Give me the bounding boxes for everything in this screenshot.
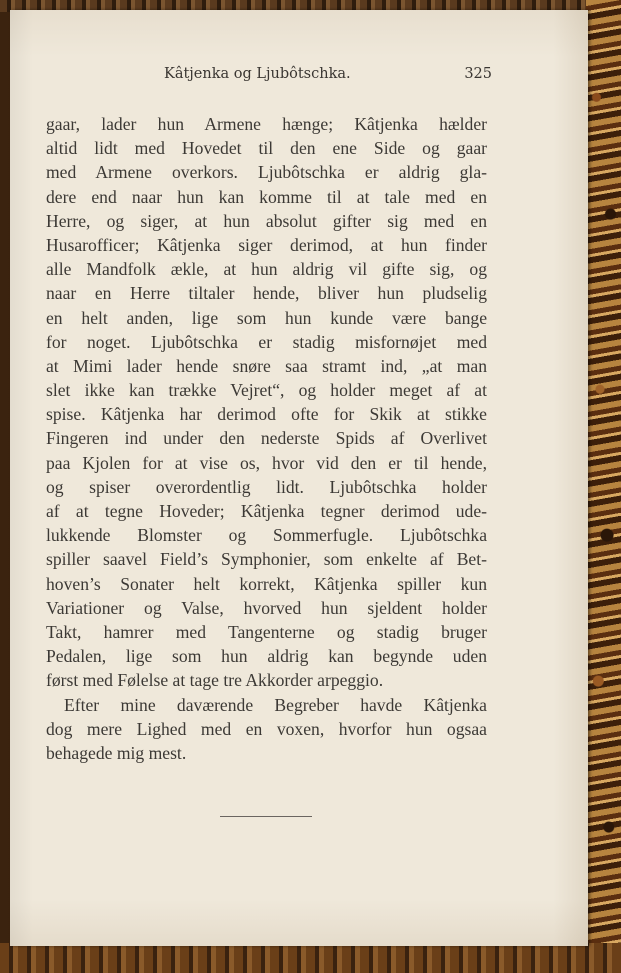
- text-line: Variationer og Valse, hvorved hun sjeldent holder: [46, 597, 487, 618]
- body-text: [46, 112, 487, 765]
- binding-bottom-edge: [0, 943, 621, 973]
- running-title: Kâtjenka og Ljubôtschka.: [164, 66, 351, 82]
- page-header: [46, 66, 492, 88]
- text-line: dog mere Lighed med en voxen, hvorfor hun ogsaa: [46, 718, 487, 739]
- text-line: for noget. Ljubôtschka er stadig misfornøjet med: [46, 331, 487, 352]
- text-line: gaar, lader hun Armene hænge; Kâtjenka hælder: [46, 114, 487, 134]
- text-line: behagede mig mest.: [46, 742, 187, 763]
- end-rule: [220, 816, 312, 817]
- text-line: og spiser overordentlig lidt. Ljubôtschka holder: [46, 476, 487, 497]
- text-line: af at tegne Hoveder; Kâtjenka tegner derimod ude-: [46, 501, 487, 521]
- marbled-cover-board: [586, 0, 621, 973]
- text-line: med Armene overkors. Ljubôtschka er aldrig gla-: [46, 162, 487, 183]
- text-line: hoven’s Sonater helt korrekt, Kâtjenka spiller kun: [46, 573, 487, 594]
- text-line: slet ikke kan trække Vejret“, og holder meget af at: [46, 380, 487, 401]
- text-line: alle Mandfolk ækle, at hun aldrig vil gifte sig, og: [46, 259, 487, 280]
- text-line: Herre, og siger, at hun absolut gifter sig med en: [46, 210, 487, 231]
- text-line: Fingeren ind under den nederste Spids af Overlivet: [46, 428, 487, 449]
- text-line: spiller saavel Field’s Symphonier, som enkelte af Bet-: [46, 549, 487, 570]
- text-line: naar en Herre tiltaler hende, bliver hun pludselig: [46, 283, 487, 304]
- text-line: lukkende Blomster og Sommerfugle. Ljubôtschka: [46, 525, 487, 546]
- text-line: Efter mine daværende Begreber havde Kâtjenka: [64, 694, 487, 715]
- text-line: Husarofficer; Kâtjenka siger derimod, at hun finder: [46, 234, 487, 255]
- text-line: paa Kjolen for at vise os, hvor vid den er til hende,: [46, 452, 487, 473]
- text-line: altid lidt med Hovedet til den ene Side og gaar: [46, 138, 487, 159]
- text-line: at Mimi lader hende snøre saa stramt ind, „at man: [46, 355, 487, 376]
- page-number: 325: [464, 66, 492, 82]
- text-line: Takt, hamrer med Tangenterne og stadig bruger: [46, 621, 487, 642]
- text-line: Pedalen, lige som hun aldrig kan begynde uden: [46, 646, 487, 667]
- book-page: [10, 10, 588, 946]
- text-line: dere end naar hun kan komme til at tale med en: [46, 186, 487, 207]
- text-line: først med Følelse at tage tre Akkorder arpeggio.: [46, 670, 384, 691]
- text-line: en helt anden, lige som hun kunde være bange: [46, 307, 487, 328]
- text-line: spise. Kâtjenka har derimod ofte for Skik at stikke: [46, 404, 487, 425]
